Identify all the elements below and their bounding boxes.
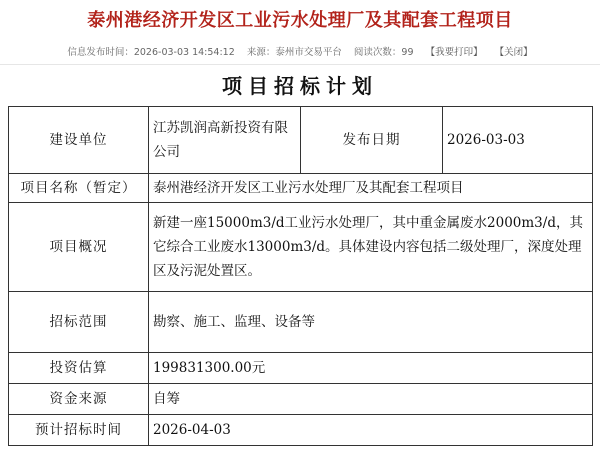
close-link[interactable]: 【关闭】 xyxy=(494,47,533,58)
project-name-value: 泰州港经济开发区工业污水处理厂及其配套工程项目 xyxy=(149,174,593,203)
publish-date-label: 发布日期 xyxy=(301,107,443,174)
project-name-label: 项目名称（暂定） xyxy=(9,174,149,203)
publish-date-value: 2026-03-03 xyxy=(443,107,593,174)
builder-value: 江苏凯润高新投资有限公司 xyxy=(149,107,301,174)
table-row xyxy=(9,353,593,384)
tender-time-value: 2026-04-03 xyxy=(149,415,593,446)
overview-label: 项目概况 xyxy=(9,203,149,292)
source-label: 来源： xyxy=(246,47,276,58)
page-title: 泰州港经济开发区工业污水处理厂及其配套工程项目 xyxy=(87,10,513,31)
tender-time-label: 预计招标时间 xyxy=(9,415,149,446)
publish-time: 2026-03-03 14:54:12 xyxy=(133,47,235,58)
print-link[interactable]: 【我要打印】 xyxy=(425,47,483,58)
table-row xyxy=(9,107,593,174)
scope-label: 招标范围 xyxy=(9,292,149,353)
article-header xyxy=(0,0,600,65)
publish-time-label: 信息发布时间： xyxy=(67,47,134,58)
investment-value: 199831300.00元 xyxy=(149,353,593,384)
overview-value: 新建一座15000m3/d工业污水处理厂，其中重金属废水2000m3/d，其它综合工业废水13000m3/d。具体建设内容包括二级处理厂，深度处理区及污泥处置区。 xyxy=(149,203,593,292)
table-row xyxy=(9,384,593,415)
table-row xyxy=(9,203,593,292)
article-meta xyxy=(0,47,600,59)
tender-plan-table xyxy=(8,106,593,446)
investment-label: 投资估算 xyxy=(9,353,149,384)
source: 泰州市交易平台 xyxy=(275,47,342,58)
table-row xyxy=(9,174,593,203)
funding-value: 自筹 xyxy=(149,384,593,415)
views-label: 阅读次数： xyxy=(353,47,402,58)
table-row xyxy=(9,292,593,353)
builder-label: 建设单位 xyxy=(9,107,149,174)
plan-heading: 项目招标计划 xyxy=(222,74,378,98)
table-row xyxy=(9,415,593,446)
scope-value: 勘察、施工、监理、设备等 xyxy=(149,292,593,353)
view-count: 99 xyxy=(401,47,414,58)
funding-label: 资金来源 xyxy=(9,384,149,415)
